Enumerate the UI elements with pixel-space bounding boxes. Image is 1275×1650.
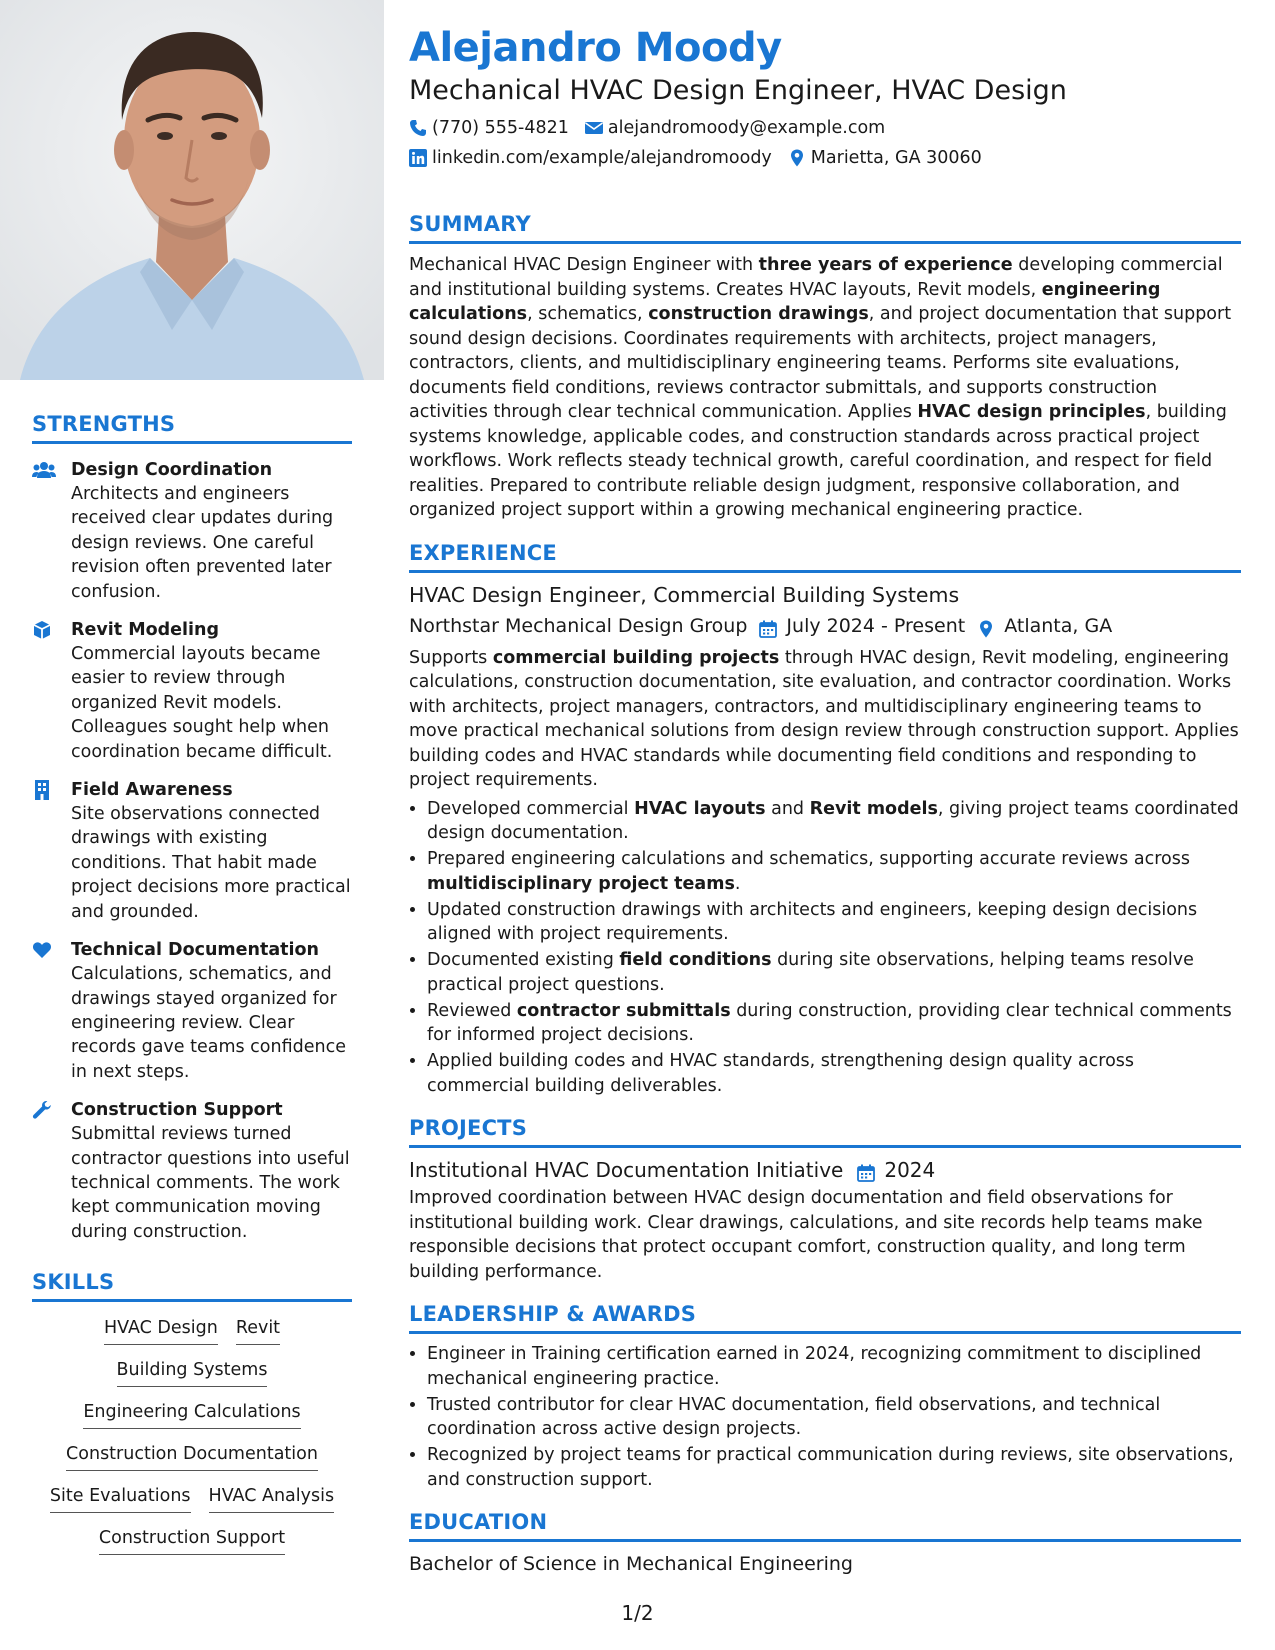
skill-tag: Building Systems: [117, 1358, 268, 1387]
skills-list: [32, 1316, 352, 1555]
skill-row: [32, 1316, 352, 1345]
bold-text: HVAC layouts: [634, 798, 766, 819]
location-text: Marietta, GA 30060: [810, 148, 982, 168]
strength-title: Revit Modeling: [71, 620, 220, 641]
list-item: • Developed commercial HVAC layouts and Revit models, giving project teams coordinated design documentation.: [427, 797, 1241, 846]
candidate-role: Mechanical HVAC Design Engineer, HVAC Design: [409, 75, 1067, 106]
project-title: Institutional HVAC Documentation Initiative: [409, 1158, 844, 1182]
strength-item: [32, 938, 352, 1084]
calendar-icon: [857, 1161, 875, 1179]
skill-tag: Site Evaluations: [50, 1484, 191, 1513]
users-icon: [32, 460, 54, 480]
job-dates-text: July 2024 - Present: [786, 614, 966, 637]
strengths-heading: STRENGTHS: [32, 412, 176, 436]
section-divider: [409, 1331, 1241, 1334]
contact-row: [409, 146, 1241, 170]
bold-text: Revit models: [809, 798, 938, 819]
section-divider: [32, 1299, 352, 1302]
strength-item: [32, 618, 352, 764]
email-text: alejandromoody@example.com: [607, 118, 886, 138]
map-pin-icon: [788, 149, 806, 167]
education-degree: Bachelor of Science in Mechanical Engineering: [409, 1553, 853, 1575]
skill-tag: Revit: [236, 1316, 280, 1345]
section-divider: [409, 1145, 1241, 1148]
list-item: • Trusted contributor for clear HVAC documentation, field observations, and technical coordination across active design projects.: [427, 1393, 1241, 1442]
strength-item: [32, 1098, 352, 1244]
phone-contact[interactable]: [409, 116, 569, 140]
bold-text: HVAC design principles: [917, 402, 1146, 422]
strength-item: [32, 458, 352, 604]
strength-title: Construction Support: [71, 1100, 283, 1121]
job-location: [977, 611, 1112, 641]
leadership-section: [409, 1302, 1241, 1492]
strength-description: Calculations, schematics, and drawings stayed organized for engineering review. Clear records gave teams confidence in next steps.: [71, 964, 346, 1082]
job-meta: [409, 611, 1241, 641]
wrench-icon: [32, 1100, 54, 1120]
section-divider: [32, 441, 352, 444]
summary-section: [409, 212, 1241, 523]
strength-title: Technical Documentation: [71, 940, 320, 961]
section-divider: [409, 570, 1241, 573]
main-content: [409, 22, 1241, 1578]
bold-text: commercial building projects: [492, 647, 780, 668]
bold-text: construction drawings: [648, 304, 869, 324]
bold-text: engineering calculations: [409, 279, 1161, 324]
strength-title: Field Awareness: [71, 780, 233, 801]
left-sidebar: [0, 0, 384, 1650]
job-location-text: Atlanta, GA: [1004, 614, 1113, 637]
list-item: • Prepared engineering calculations and schematics, supporting accurate reviews across multidisciplinary project teams.: [427, 847, 1241, 896]
experience-heading: EXPERIENCE: [409, 540, 557, 565]
project-year-text: 2024: [884, 1158, 936, 1182]
candidate-name: Alejandro Moody: [409, 25, 782, 71]
linkedin-icon: [409, 149, 427, 167]
phone-text: (770) 555-4821: [432, 118, 569, 138]
list-item: • Updated construction drawings with architects and engineers, keeping design decisions aligned with project requirements.: [427, 898, 1241, 947]
skill-tag: Engineering Calculations: [83, 1400, 300, 1429]
list-item: • Recognized by project teams for practical communication during reviews, site observations, and construction support.: [427, 1443, 1241, 1492]
left-content: [32, 412, 352, 1555]
bold-text: field conditions: [619, 950, 772, 970]
map-pin-icon: [977, 617, 995, 635]
strength-description: Architects and engineers received clear updates during design reviews. One careful revision often prevented later confusion.: [71, 484, 334, 602]
skill-tag: HVAC Design: [104, 1316, 218, 1345]
location-contact: [788, 146, 982, 170]
job-intro: Supports commercial building projects through HVAC design, Revit modeling, engineering calculations, construction documentation, site evaluation, and contractor coordination. Works with architects, project managers, contractors, and multidisciplinary engineering teams to move practical mechanical solutions from design review through construction support. Applies building codes and HVAC standards while documenting field conditions and responding to project requirements.: [409, 647, 1239, 790]
list-item: • Documented existing field conditions during site observations, helping teams resolve practical project questions.: [427, 948, 1241, 997]
list-item: • Applied building codes and HVAC standards, strengthening design quality across commercial building deliverables.: [427, 1049, 1241, 1098]
list-item: • Engineer in Training certification earned in 2024, recognizing commitment to disciplined mechanical engineering practice.: [427, 1342, 1241, 1391]
building-icon: [32, 780, 54, 800]
skill-row: [32, 1526, 352, 1555]
bold-text: three years of experience: [758, 255, 1013, 275]
skill-row: [32, 1484, 352, 1513]
list-item: • Reviewed contractor submittals during construction, providing clear technical comments for informed project decisions.: [427, 999, 1241, 1048]
job-dates: [759, 611, 965, 641]
cube-icon: [32, 620, 54, 640]
profile-photo: [0, 0, 384, 380]
skills-heading: SKILLS: [32, 1270, 115, 1295]
skill-tag: Construction Documentation: [66, 1442, 318, 1471]
strength-item: [32, 778, 352, 924]
strength-description: Commercial layouts became easier to review through organized Revit models. Colleagues sought help when coordination became difficult.: [71, 644, 333, 762]
contact-row: [409, 116, 1241, 140]
job-bullets: [409, 797, 1241, 1099]
bold-text: contractor submittals: [516, 1000, 731, 1021]
leadership-bullets: [409, 1342, 1241, 1492]
section-divider: [409, 1539, 1241, 1542]
page-number: 1/2: [621, 1601, 654, 1625]
section-divider: [409, 241, 1241, 244]
skill-row: [32, 1358, 352, 1387]
education-section: [409, 1510, 1241, 1578]
company-name: Northstar Mechanical Design Group: [409, 614, 748, 637]
education-heading: EDUCATION: [409, 1510, 548, 1534]
project-description: Improved coordination between HVAC design documentation and field observations for institutional building work. Clear drawings, calculations, and site records help teams make responsible decisions that protect occupant comfort, construction quality, and long term building performance.: [409, 1188, 1203, 1282]
linkedin-contact[interactable]: [409, 146, 772, 170]
strength-title: Design Coordination: [71, 460, 273, 480]
skill-tag: Construction Support: [99, 1526, 285, 1555]
skill-tag: HVAC Analysis: [209, 1484, 335, 1513]
linkedin-text: linkedin.com/example/alejandromoody: [432, 148, 772, 168]
summary-text: Mechanical HVAC Design Engineer with three years of experience developing commercial and institutional building systems. Creates HVAC layouts, Revit models, engineering calculations, schematics, construction drawings, and project documentation that support sound design decisions. Coordinates requirements with architects, project managers, contractors, clients, and multidisciplinary engineering teams. Performs site evaluations, documents field conditions, reviews contractor submittals, and supports construction activities through clear technical communication. Applies HVAC design principles, building systems knowledge, applicable codes, and construction standards across practical project workflows. Work reflects steady technical growth, careful coordination, and respect for field realities. Prepared to contribute reliable design judgment, responsive collaboration, and organized project support within a growing mechanical engineering practice.: [409, 255, 1232, 520]
projects-section: [409, 1116, 1241, 1284]
experience-section: [409, 541, 1241, 1099]
project-header: [409, 1156, 1241, 1184]
bold-text: multidisciplinary project teams: [427, 873, 735, 894]
skill-row: [32, 1442, 352, 1471]
strength-description: Submittal reviews turned contractor questions into useful technical comments. The work kept communication moving during construction.: [71, 1124, 350, 1242]
heart-icon: [32, 940, 54, 960]
phone-icon: [409, 119, 427, 137]
calendar-icon: [759, 617, 777, 635]
projects-heading: PROJECTS: [409, 1116, 528, 1140]
leadership-heading: LEADERSHIP & AWARDS: [409, 1302, 697, 1326]
strength-description: Site observations connected drawings with existing conditions. That habit made project decisions more practical and grounded.: [71, 804, 351, 922]
project-year: [857, 1156, 935, 1184]
envelope-icon: [585, 119, 603, 137]
email-contact[interactable]: [585, 116, 885, 140]
job-title: HVAC Design Engineer, Commercial Building Systems: [409, 582, 960, 607]
skill-row: [32, 1400, 352, 1429]
summary-heading: SUMMARY: [409, 212, 531, 236]
